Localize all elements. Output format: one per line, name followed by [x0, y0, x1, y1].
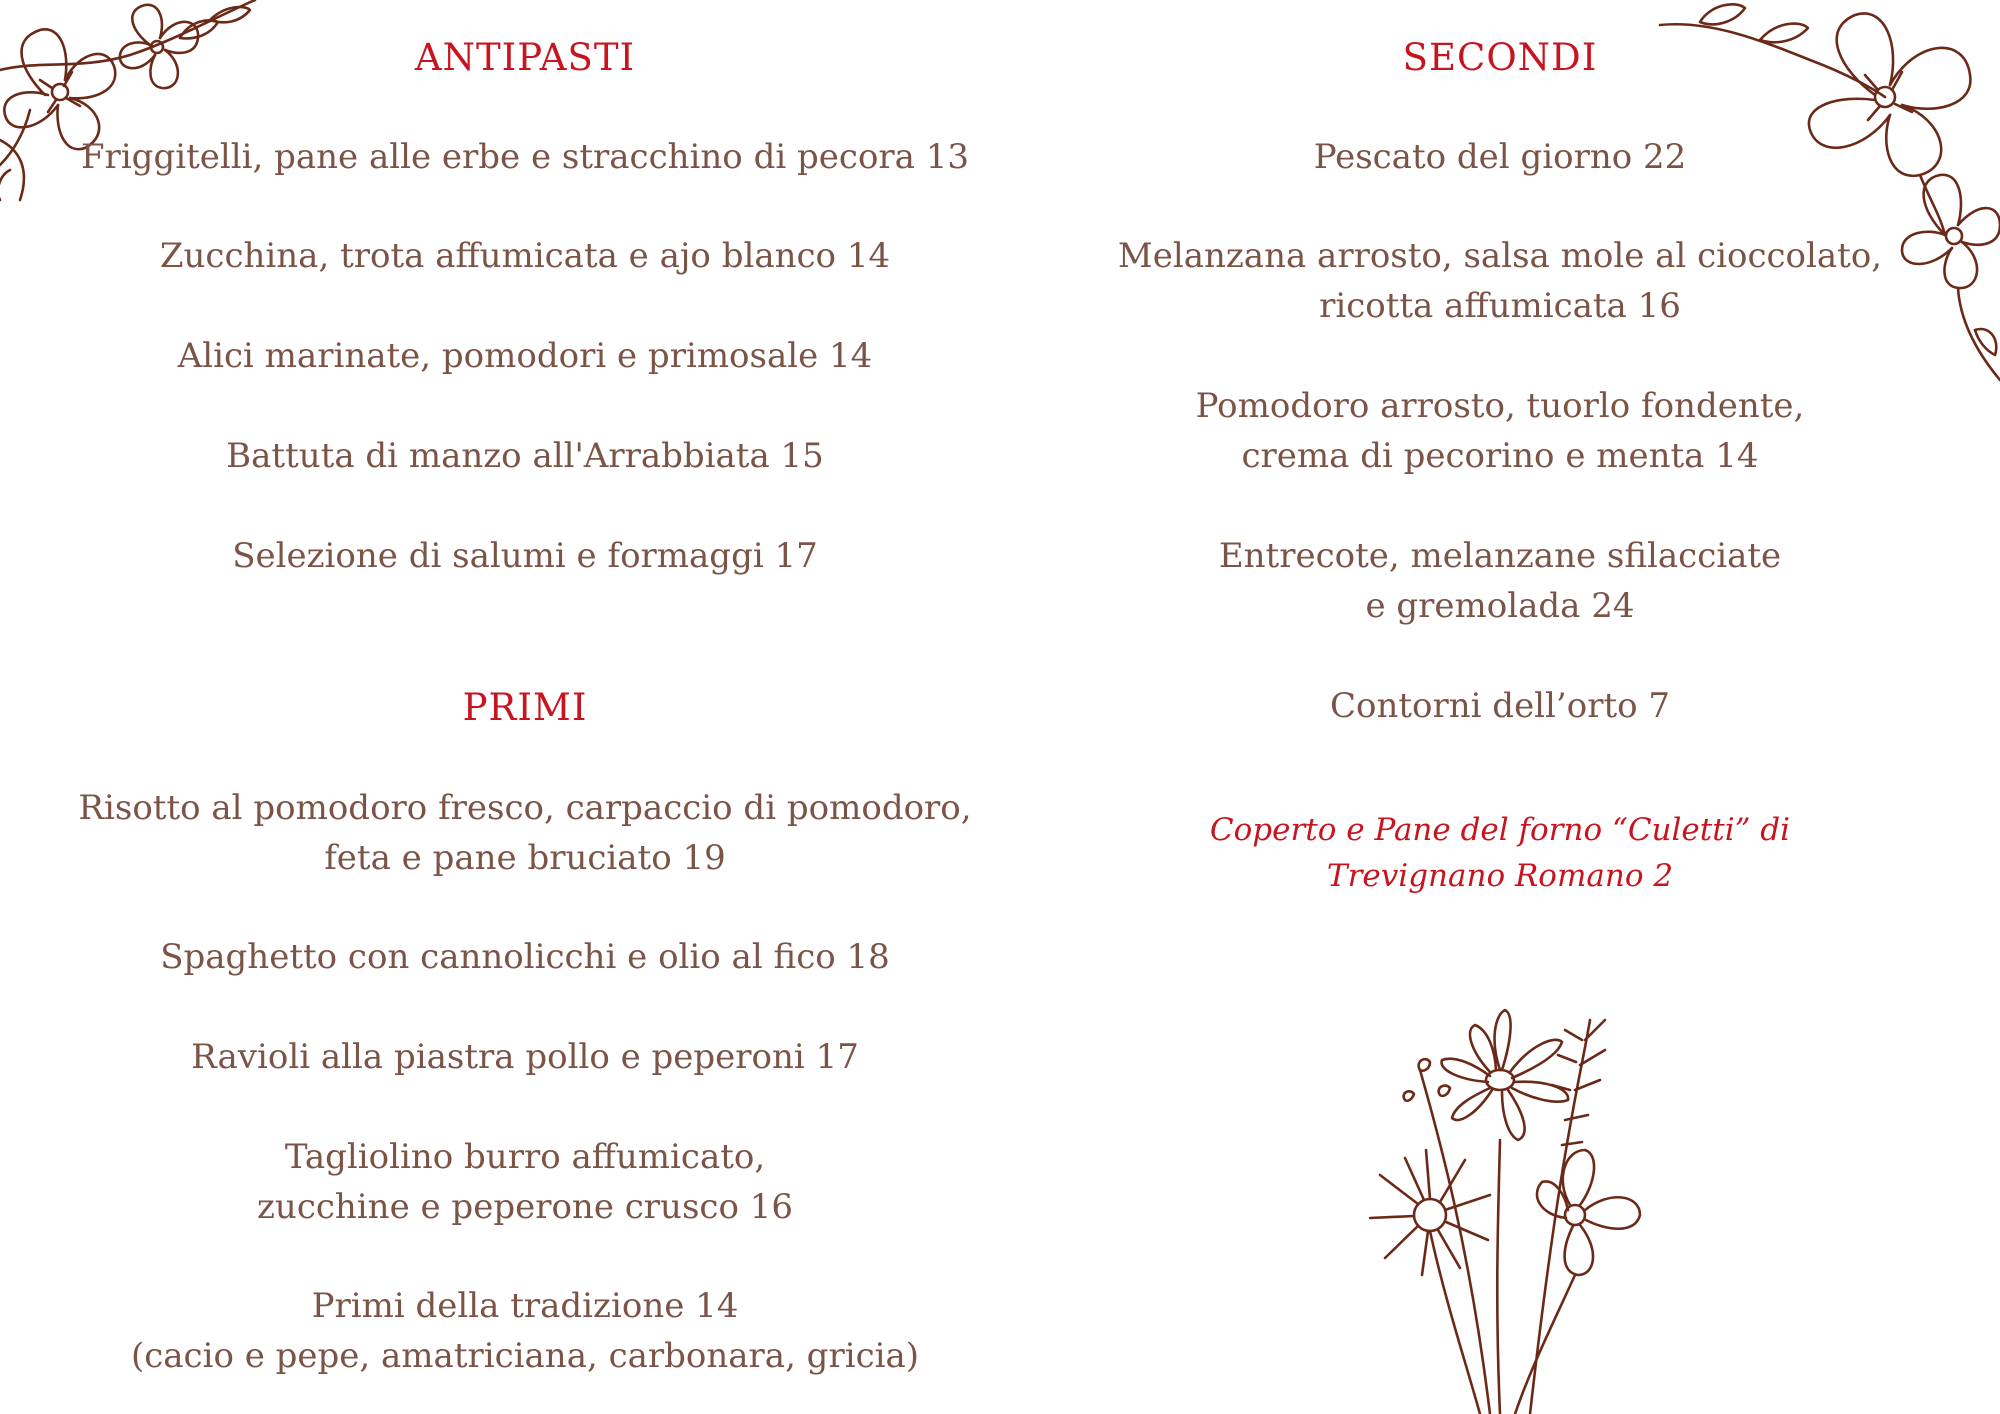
menu-item-text: Battuta di manzo all'Arrabbiata 15 [226, 436, 824, 476]
menu-item [30, 331, 1020, 381]
menu-item-text: e gremolada 24 [1365, 586, 1635, 626]
menu-item [1000, 231, 2000, 331]
menu-item-text: Risotto al pomodoro fresco, carpaccio di pomodoro, [78, 788, 972, 828]
menu-item [30, 531, 1020, 581]
menu-item-text: zucchine e peperone crusco 16 [257, 1187, 793, 1227]
menu-item-text: ricotta affumicata 16 [1319, 286, 1681, 326]
menu-item [1000, 381, 2000, 481]
menu-item [30, 231, 1020, 281]
menu-item [30, 932, 1020, 982]
coperto-note-line: Coperto e Pane del forno “Culetti” di [1209, 812, 1791, 848]
menu-item [30, 783, 1020, 883]
menu-item-text: Zucchina, trota affumicata e ajo blanco 14 [159, 236, 891, 276]
menu-item-text: Alici marinate, pomodori e primosale 14 [177, 336, 873, 376]
coperto-note [1000, 807, 2000, 899]
menu-item-text: (cacio e pepe, amatriciana, carbonara, gricia) [130, 1336, 920, 1376]
section-title-antipasti: ANTIPASTI [414, 36, 636, 79]
menu-item [30, 1032, 1020, 1082]
menu-item-text: Ravioli alla piastra pollo e peperoni 17 [191, 1037, 859, 1077]
menu-item [1000, 681, 2000, 731]
daisy-flower [1442, 1010, 1569, 1140]
flower-branch-icon [0, 0, 260, 220]
wildflower-bouquet-icon [1330, 1000, 1670, 1414]
section-title-secondi: SECONDI [1402, 36, 1598, 79]
menu-item-text: Pomodoro arrosto, tuorlo fondente, [1195, 386, 1805, 426]
menu-item [30, 132, 1020, 182]
poppy-flower [1537, 1150, 1640, 1275]
menu-item [1000, 132, 2000, 182]
aster-flower [1370, 1150, 1490, 1275]
menu-item-text: Friggitelli, pane alle erbe e stracchino di pecora 13 [80, 137, 970, 177]
menu-item-text: Pescato del giorno 22 [1313, 137, 1687, 177]
coperto-note-line: Trevignano Romano 2 [1326, 858, 1674, 894]
menu-item-text: feta e pane bruciato 19 [324, 838, 726, 878]
menu-item [30, 1132, 1020, 1232]
menu-item-text: Melanzana arrosto, salsa mole al cioccolato, [1117, 236, 1883, 276]
menu-item-text: Primi della tradizione 14 [311, 1286, 739, 1326]
menu-item-text: Contorni dell’orto 7 [1329, 686, 1671, 726]
menu-item-text: Entrecote, melanzane sfilacciate [1218, 536, 1782, 576]
menu-item [30, 431, 1020, 481]
menu-item [1000, 531, 2000, 631]
menu-item-text: Selezione di salumi e formaggi 17 [232, 536, 818, 576]
section-title-primi: PRIMI [462, 686, 588, 729]
menu-item-text: crema di pecorino e menta 14 [1241, 436, 1759, 476]
menu-item-text: Tagliolino burro affumicato, [284, 1137, 766, 1177]
menu-item [30, 1281, 1020, 1381]
menu-item-text: Spaghetto con cannolicchi e olio al fico 18 [160, 937, 890, 977]
